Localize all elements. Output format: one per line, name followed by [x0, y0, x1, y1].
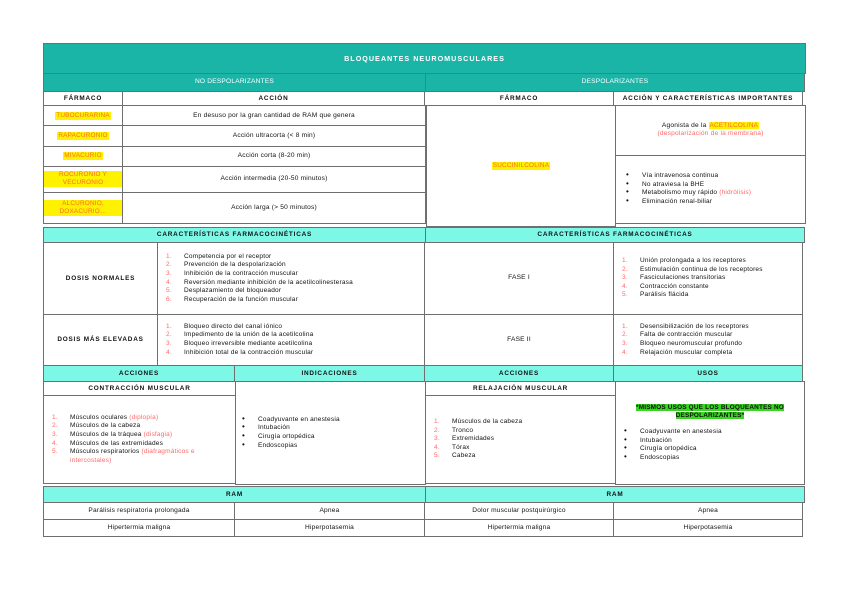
- relajacion-block: [425, 381, 615, 484]
- list-item: • Cirugía ortopédica: [240, 433, 340, 442]
- list-item: • Coadyuvante en anestesia: [622, 428, 804, 437]
- fase-2-list: [613, 314, 803, 366]
- list-item: 2. Tronco: [434, 426, 474, 434]
- drug-name: MIVACURIO: [64, 152, 102, 160]
- drug-name: ROCURONIO Y VECURONIO: [44, 171, 122, 187]
- ram-item: Hiperpotasemia: [613, 519, 803, 537]
- usos-cell: [615, 381, 805, 485]
- usos-header: USOS: [613, 365, 803, 382]
- list-item: • No atraviesa la BHE: [624, 181, 751, 190]
- list-item: • Intubación: [622, 437, 804, 446]
- drug-name: RAPACURONIO: [58, 131, 108, 139]
- drug-cell: [43, 146, 123, 167]
- list-item: 1. Competencia por el receptor: [166, 252, 272, 260]
- contraccion-subheader: CONTRACCIÓN MUSCULAR: [43, 381, 236, 396]
- list-item: 4. Tórax: [434, 443, 470, 451]
- relajacion-subheader: RELAJACIÓN MUSCULAR: [425, 381, 616, 396]
- fase-1-label: FASE I: [424, 242, 614, 315]
- list-item: 1. Músculos oculares (diplopía): [52, 413, 159, 421]
- drug-cell: [43, 125, 123, 146]
- drug-name: TUBOCURARINA: [56, 111, 110, 119]
- list-item: 5. Músculos respiratorios (diafragmáticos e intercostales): [52, 448, 195, 464]
- col-accion-right: ACCIÓN Y CARACTERÍSTICAS IMPORTANTES: [613, 91, 803, 106]
- list-item: 2. Músculos de la cabeza: [52, 422, 141, 430]
- list-item: 4. Reversión mediante inhibición de la acetilcolinesterasa: [166, 278, 353, 286]
- list-item: 5. Parálisis flácida: [622, 291, 689, 299]
- succinilcolina-cell: [426, 105, 616, 227]
- list-item: • Intubación: [240, 424, 340, 433]
- drug-action: Acción intermedia (20-50 minutos): [122, 166, 426, 193]
- list-item: 6. Recuperación de la función muscular: [166, 295, 298, 303]
- list-item: 2. Impedimento de la unión de la acetilcolina: [166, 331, 314, 339]
- usos-note: *MISMOS USOS QUE LOS BLOQUEANTES NO DESPOLARIZANTES*: [636, 403, 784, 419]
- dosis-normales-label: DOSIS NORMALES: [43, 242, 158, 315]
- pk-header-right: CARACTERÍSTICAS FARMACOCINÉTICAS: [425, 227, 805, 243]
- list-item: 3. Inhibición de la contracción muscular: [166, 269, 298, 277]
- succinilcolina-features: [615, 155, 806, 224]
- list-item: 1. Músculos de la cabeza: [434, 418, 523, 426]
- agonist-prefix: Agonista de la: [661, 122, 707, 130]
- drug-cell: [43, 105, 123, 126]
- acciones-header-right: ACCIONES: [424, 365, 614, 382]
- list-item: • Endoscopias: [240, 442, 340, 451]
- list-item: 3. Extremidades: [434, 435, 495, 443]
- ram-item: Hiperpotasemia: [234, 519, 425, 537]
- agonist-cell: [615, 105, 806, 156]
- dosis-elevadas-label: DOSIS MÁS ELEVADAS: [43, 314, 158, 366]
- list-item: 1. Desensibilización de los receptores: [622, 322, 749, 330]
- drug-action: Acción corta (8-20 min): [122, 146, 426, 167]
- list-item: 4. Músculos de las extremidades: [52, 439, 164, 447]
- col-accion-left: ACCIÓN: [122, 91, 425, 106]
- list-item: 5. Cabeza: [434, 452, 476, 460]
- list-item: 3. Bloqueo neuromuscular profundo: [622, 340, 743, 347]
- drug-action: En desuso por la gran cantidad de RAM que genera: [122, 105, 426, 126]
- drug-action: Acción ultracorta (< 8 min): [122, 125, 426, 146]
- list-item: 3. Músculos de la tráquea (disfagia): [52, 430, 173, 438]
- list-item: 5. Desplazamiento del bloqueador: [166, 287, 282, 295]
- ram-header-left: RAM: [43, 486, 426, 503]
- dosis-normales-list: [157, 242, 425, 315]
- list-item: 2. Estimulación continua de los receptores: [622, 265, 763, 273]
- list-item: 4. Inhibición total de la contracción muscular: [166, 348, 314, 356]
- pk-header-left: CARACTERÍSTICAS FARMACOCINÉTICAS: [43, 227, 426, 243]
- indicaciones-header: INDICACIONES: [234, 365, 425, 382]
- drug-action: Acción larga (> 50 minutos): [122, 192, 426, 224]
- fase-1-list: [613, 242, 803, 315]
- list-item: • Cirugía ortopédica: [622, 445, 804, 454]
- acciones-header-left: ACCIONES: [43, 365, 235, 382]
- ram-item: Hipertermia maligna: [424, 519, 614, 537]
- ram-item: Dolor muscular postquirúrgico: [424, 502, 614, 520]
- list-item: • Metabolismo muy rápido (hidrólisis): [624, 189, 751, 198]
- list-item: 4. Contracción constante: [622, 282, 709, 290]
- usos-note-wrap: [634, 404, 786, 420]
- list-item: 1. Bloqueo directo del canal iónico: [166, 322, 283, 330]
- list-item: • Endoscopias: [622, 454, 804, 463]
- table-title: BLOQUEANTES NEUROMUSCULARES: [43, 43, 806, 74]
- succinilcolina-name: SUCCINILCOLINA: [492, 162, 550, 169]
- drug-cell: [43, 166, 123, 193]
- agonist-note: (despolarización de la membrana): [657, 130, 764, 138]
- list-item: • Eliminación renal-biliar: [624, 198, 751, 207]
- succinilcolina-details: [615, 105, 805, 223]
- ram-item: Parálisis respiratoria prolongada: [43, 502, 235, 520]
- col-farmaco-left: FÁRMACO: [43, 91, 123, 106]
- pharmacology-table: [43, 43, 805, 536]
- contraccion-block: [43, 381, 235, 484]
- drug-cell: [43, 192, 123, 224]
- dosis-elevadas-list: [157, 314, 425, 366]
- list-item: • Coadyuvante en anestesia: [240, 416, 340, 425]
- relajacion-list: [425, 395, 616, 484]
- ram-item: Apnea: [234, 502, 425, 520]
- list-item: 3. Bloqueo irreversible mediante acetilcolina: [166, 340, 313, 347]
- list-item: 1. Unión prolongada a los receptores: [622, 257, 746, 265]
- col-farmaco-right: FÁRMACO: [424, 91, 614, 106]
- list-item: 3. Fasciculaciones transitorias: [622, 274, 726, 282]
- indicaciones-list: [235, 381, 426, 485]
- list-item: 2. Prevención de la despolarización: [166, 261, 286, 269]
- no-despolarizantes-header: NO DESPOLARIZANTES: [43, 73, 426, 92]
- ram-item: Hipertermia maligna: [43, 519, 235, 537]
- despolarizantes-header: DESPOLARIZANTES: [425, 73, 805, 92]
- drug-name: ALCURONIO, DOXACURIO…: [44, 200, 122, 216]
- list-item: 4. Relajación muscular completa: [622, 348, 733, 356]
- ram-header-right: RAM: [425, 486, 805, 503]
- fase-2-label: FASE II: [424, 314, 614, 366]
- no-despol-rows: [43, 105, 426, 223]
- agonist-highlight: ACETILCOLINA: [709, 122, 759, 130]
- contraccion-list: [43, 395, 236, 484]
- list-item: 2. Falta de contracción muscular: [622, 331, 733, 339]
- ram-item: Apnea: [613, 502, 803, 520]
- list-item: • Vía intravenosa continua: [624, 172, 751, 181]
